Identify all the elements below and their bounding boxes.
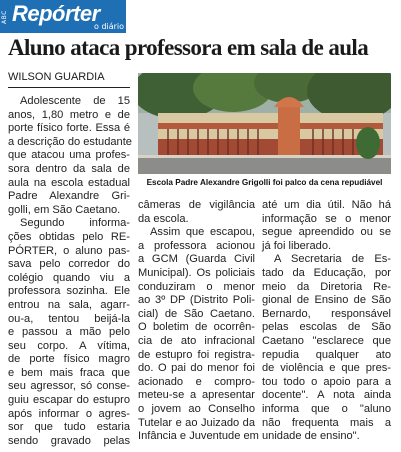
text-line: tou todo o apoio para a [262, 375, 391, 388]
text-line: a descrição do estudante [8, 135, 132, 148]
text-line: informação se o menor [262, 212, 391, 225]
text-line: sendo gravado pelas [8, 434, 130, 447]
text-line: segue apreendido ou se [262, 226, 391, 239]
text-line: sora dentro da sala de [8, 162, 130, 175]
text-line: Segundo informa- [20, 217, 130, 230]
text-line: Infância e Juventude em [138, 430, 259, 443]
text-line: o jovem ao Conselho [138, 402, 255, 415]
text-line: não frequenta mais a [262, 416, 391, 429]
text-line: A Secretaria de Es- [274, 253, 391, 266]
masthead-abc: ABC [1, 10, 8, 24]
byline-divider [8, 87, 130, 88]
text-line: anos, 1,80 metro e de [8, 108, 130, 121]
text-line: Adolescente de 15 [20, 95, 130, 107]
text-line: ou-a, tentou beijá-la [8, 312, 130, 325]
text-line: colégio quando viu a [8, 271, 130, 284]
masthead-sub: o diário [94, 22, 125, 31]
text-line: informa que o "aluno [262, 402, 391, 415]
text-line: Padre Alexandre Gri- [8, 190, 130, 203]
text-line: cial) de São Caetano. [138, 307, 255, 320]
text-line: PÓRTER, o aluno pas- [8, 244, 130, 257]
text-line: golli, em São Caetano. [8, 203, 121, 216]
text-line: de estupro foi registra- [138, 348, 255, 361]
text-line: porte físico forte. Essa é [8, 122, 130, 135]
photo-caption: Escola Padre Alexandre Grigolli foi palco da cena repudiável [138, 174, 391, 191]
article-headline: Aluno ataca professora em sala de aula [8, 35, 369, 60]
text-line: acionado e compro- [138, 375, 255, 388]
text-line: O boletim de ocorrên- [138, 321, 255, 334]
masthead-logo [0, 0, 126, 33]
text-line: e passou a mão pelo [8, 326, 130, 339]
text-line: cia de ato infracional [138, 334, 255, 347]
text-line: sava pelo corredor do [8, 258, 130, 271]
masthead-name: Repórter [12, 1, 100, 26]
text-line: gional de Ensino de São [262, 294, 391, 307]
text-line: ções obtidas pelo RE- [8, 230, 130, 243]
text-line: aula na escola estadual [8, 176, 130, 189]
text-line: Bernardo, responsável [262, 307, 391, 320]
text-line: conduziram o menor [138, 280, 255, 293]
text-line: já foi liberado. [262, 239, 332, 252]
text-line: professora sozinha. Ele [8, 285, 130, 298]
text-line: e bem mais fraca que [8, 366, 130, 379]
article-byline: WILSON GUARDIA [8, 71, 105, 83]
text-line: repudia qualquer ato [262, 348, 391, 361]
text-line: unidade de ensino". [262, 430, 360, 443]
text-line: seu agressor, só conse- [8, 380, 130, 393]
text-line: a GCM (Guarda Civil [138, 253, 255, 266]
text-line: tado da Educação, por [262, 266, 391, 279]
text-line: entrou na sala, agarr- [8, 298, 130, 311]
article-column-1 [8, 95, 130, 448]
text-line: Caetano "esclarece que [262, 334, 391, 347]
text-line: até um dia útil. Não há [262, 199, 391, 211]
text-line: Assim que escapou, [150, 226, 255, 239]
text-line: da escola. [138, 212, 189, 225]
text-line: de violência e que pres- [262, 362, 391, 375]
text-line: após informar o agres- [8, 407, 130, 420]
text-line: Municipal). Os policiais [138, 266, 255, 279]
text-line: meio da Diretoria Re- [262, 280, 391, 293]
article-column-3 [262, 199, 391, 444]
text-line: ao 3º DP (Distrito Poli- [138, 294, 255, 307]
text-line: sor que tudo estaria [8, 421, 130, 434]
text-line: pelas escolas de São [262, 321, 391, 334]
text-line: que atacou uma profes- [8, 149, 130, 162]
text-line: meteu-se a apresentar [138, 389, 255, 402]
text-line: de porte físico magro [8, 353, 130, 366]
text-line: câmeras de vigilância [138, 199, 255, 211]
text-line: guiu escapar do estupro [8, 394, 130, 407]
text-line: Tutelar e ao Juizado da [138, 416, 255, 429]
text-line: docente". A nota ainda [262, 389, 391, 402]
article-column-2 [138, 199, 259, 444]
text-line: a professora acionou [138, 239, 255, 252]
text-line: seu corpo. A vítima, [8, 339, 130, 352]
text-line: do. O pai do menor foi [138, 362, 255, 375]
article-photo [138, 73, 391, 174]
